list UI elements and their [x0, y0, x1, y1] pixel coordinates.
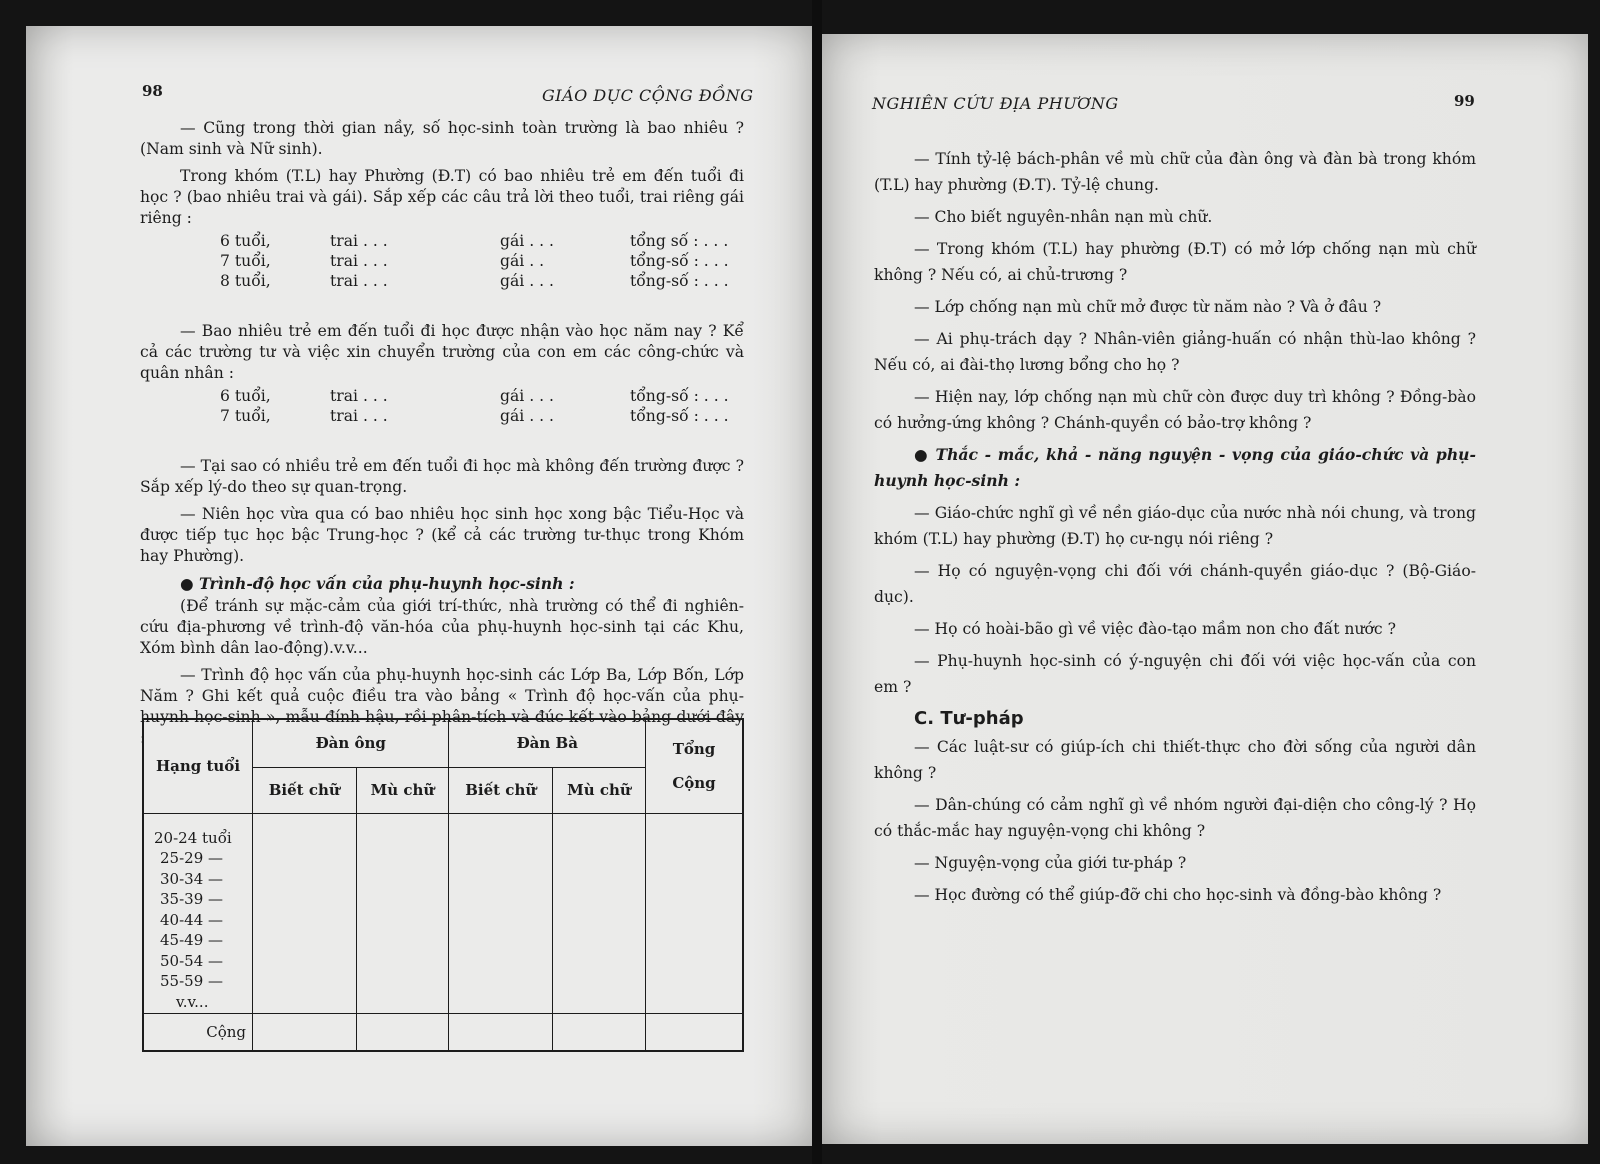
tally-row: 7 tuổi, trai . . . gái . . tổng-số : . . .	[220, 252, 729, 270]
paragraph: — Tính tỷ-lệ bách-phân về mù chữ của đàn ông và đàn bà trong khóm (T.L) hay phường (Đ.T). Tỷ-lệ chung.	[874, 150, 1476, 194]
paragraph: — Cho biết nguyên-nhân nạn mù chữ.	[914, 208, 1213, 226]
tally-list	[140, 231, 744, 291]
paragraph: — Cũng trong thời gian nầy, số học-sinh toàn trường là bao nhiêu ? (Nam sinh và Nữ sinh).	[140, 119, 744, 158]
paragraph: — Hiện nay, lớp chống nạn mù chữ còn được duy trì không ? Đồng-bào có hưởng-ứng không ? Chánh-quyền có bảo-trợ không ?	[874, 388, 1476, 432]
paragraph: — Bao nhiêu trẻ em đến tuổi đi học được nhận vào học năm nay ? Kể cả các trường tư và việc xin chuyển trường của con em các công-chức và quân nhân :	[140, 322, 744, 382]
section-title: C. Tư-pháp	[914, 708, 1024, 729]
table-cell	[646, 813, 744, 1013]
tally-row: 8 tuổi, trai . . . gái . . . tổng-số : . . .	[220, 272, 729, 290]
header-total: Tổng Cộng	[646, 719, 744, 813]
paragraph: — Ai phụ-trách dạy ? Nhân-viên giảng-huấn có nhận thù-lao không ? Nếu có, ai đài-thọ lương bổng cho họ ?	[874, 330, 1476, 374]
table-cell	[553, 1013, 646, 1051]
left-page	[26, 26, 816, 1146]
page-number: 98	[142, 82, 163, 100]
right-body-text	[874, 146, 1476, 914]
paragraph: — Họ có nguyện-vọng chi đối với chánh-quyền giáo-dục ? (Bộ-Giáo-dục).	[874, 562, 1476, 606]
header-women-illiterate: Mù chữ	[553, 767, 646, 813]
header-age-group: Hạng tuổi	[143, 719, 253, 813]
table-cell	[356, 813, 449, 1013]
header-women: Đàn Bà	[449, 719, 646, 767]
table-cell	[356, 1013, 449, 1051]
section-heading: ● Thắc - mắc, khả - năng nguyện - vọng của giáo-chức và phụ-huynh học-sinh :	[874, 445, 1476, 490]
header-men: Đàn ông	[253, 719, 449, 767]
paragraph: — Niên học vừa qua có bao nhiêu học sinh học xong bậc Tiểu-Học và được tiếp tục học bậc Trung-học ? (kể cả các trường tư-thục trong Khóm hay Phường).	[140, 505, 744, 565]
tally-row: 6 tuổi, trai . . . gái . . . tổng-số : . . .	[220, 387, 729, 405]
header-men-literate: Biết chữ	[253, 767, 357, 813]
paragraph: — Nguyện-vọng của giới tư-pháp ?	[914, 854, 1187, 872]
table-cell	[449, 1013, 553, 1051]
literacy-table	[142, 718, 744, 1052]
table-cell	[449, 813, 553, 1013]
table-cell	[553, 813, 646, 1013]
running-head: NGHIÊN CỨU ĐỊA PHƯƠNG	[872, 94, 1119, 113]
paragraph: — Các luật-sư có giúp-ích chi thiết-thực cho đời sống của người dân không ?	[874, 738, 1476, 782]
tally-row: 7 tuổi, trai . . . gái . . . tổng-số : . . .	[220, 407, 729, 425]
paragraph: — Phụ-huynh học-sinh có ý-nguyện chi đối với việc học-vấn của con em ?	[874, 652, 1476, 696]
header-women-literate: Biết chữ	[449, 767, 553, 813]
header-men-illiterate: Mù chữ	[356, 767, 449, 813]
paragraph: — Họ có hoài-bão gì về việc đào-tạo mầm non cho đất nước ?	[914, 620, 1396, 638]
table-cell	[253, 1013, 357, 1051]
page-number: 99	[1454, 92, 1475, 110]
paragraph: — Dân-chúng có cảm nghĩ gì về nhóm người đại-diện cho công-lý ? Họ có thắc-mắc hay nguyện-vọng chi không ?	[874, 796, 1476, 840]
paragraph: — Lớp chống nạn mù chữ mở được từ năm nào ? Và ở đâu ?	[914, 298, 1382, 316]
table-cell	[253, 813, 357, 1013]
paragraph: — Học đường có thể giúp-đỡ chi cho học-sinh và đồng-bào không ?	[914, 886, 1442, 904]
right-page	[820, 34, 1588, 1144]
paragraph: (Để tránh sự mặc-cảm của giới trí-thức, nhà trường có thể đi nghiên-cứu địa-phương về trình-độ văn-hóa của phụ-huynh học-sinh tại các Khu, Xóm bình dân lao-động).v.v...	[140, 597, 744, 657]
paragraph: Trong khóm (T.L) hay Phường (Đ.T) có bao nhiêu trẻ em đến tuổi đi học ? (bao nhiêu trai và gái). Sắp xếp các câu trả lời theo tuổi, trai riêng gái riêng :	[140, 167, 744, 227]
paragraph: — Trong khóm (T.L) hay phường (Đ.T) có mở lớp chống nạn mù chữ không ? Nếu có, ai chủ-trương ?	[874, 240, 1476, 284]
age-group-list: 20-24 tuổi 25-29 — 30-34 — 35-39 — 40-44 — 45-49 — 50-54 — 55-59 — v.v...	[143, 813, 253, 1013]
tally-list	[140, 386, 744, 426]
paragraph: — Giáo-chức nghĩ gì về nền giáo-dục của nước nhà nói chung, và trong khóm (T.L) hay phường (Đ.T) họ cư-ngụ nói riêng ?	[874, 504, 1476, 548]
paragraph: — Tại sao có nhiều trẻ em đến tuổi đi học mà không đến trường được ? Sắp xếp lý-do theo sự quan-trọng.	[140, 457, 744, 496]
running-head: GIÁO DỤC CỘNG ĐỒNG	[542, 86, 754, 105]
paragraph: — Trình độ học vấn của phụ-huynh học-sinh các Lớp Ba, Lớp Bốn, Lớp Năm ? Ghi kết quả cuộc điều tra vào bảng « Trình độ học-vấn của phụ-huynh học-sinh », mẫu đính hậu, rồi phân-tích và đúc kết vào bảng dưới đây :	[140, 666, 744, 747]
section-heading: ● Trình-độ học vấn của phụ-huynh học-sinh :	[180, 574, 575, 593]
book-spine-gutter	[812, 0, 822, 1164]
table-cell	[646, 1013, 744, 1051]
tally-row: 6 tuổi, trai . . . gái . . . tổng số : . . .	[220, 232, 729, 250]
sum-row-label: Cộng	[143, 1013, 253, 1051]
left-body-text	[140, 118, 744, 755]
